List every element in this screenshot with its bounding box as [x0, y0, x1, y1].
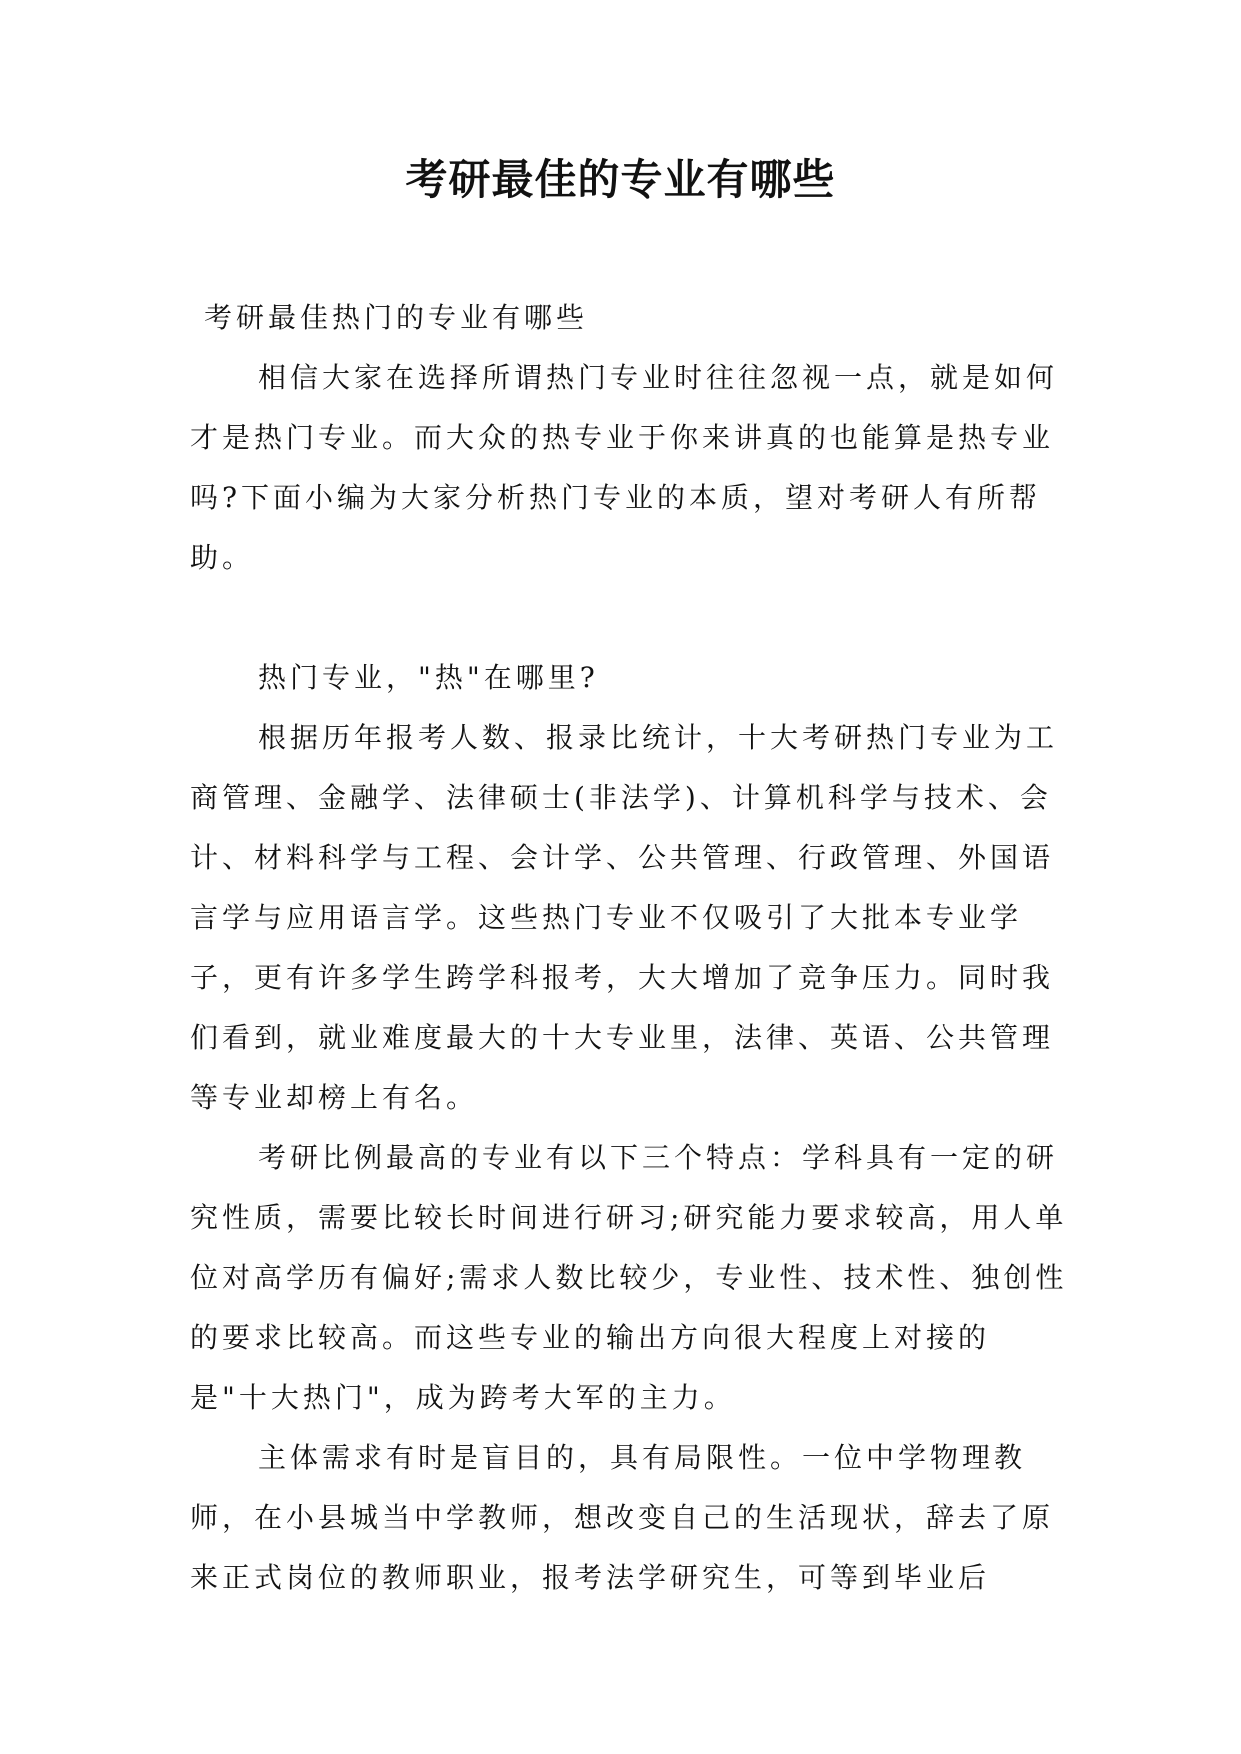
intro-paragraph: 相信大家在选择所谓热门专业时往往忽视一点，就是如何才是热门专业。而大众的热专业于你来讲真的也能算是热专业吗?下面小编为大家分析热门专业的本质，望对考研人有所帮助。: [190, 361, 1059, 574]
section-heading: 热门专业，"热"在哪里?: [258, 661, 599, 694]
example-paragraph: 主体需求有时是盲目的，具有局限性。一位中学物理教师，在小县城当中学教师，想改变自己的生活现状，辞去了原来正式岗位的教师职业，报考法学研究生，可等到毕业后: [190, 1441, 1055, 1594]
characteristics-paragraph: 考研比例最高的专业有以下三个特点：学科具有一定的研究性质，需要比较长时间进行研习;研究能力要求较高，用人单位对高学历有偏好;需求人数比较少，专业性、技术性、独创性的要求比较高。而这些专业的输出方向很大程度上对接的是"十大热门"，成为跨考大军的主力。: [190, 1141, 1068, 1414]
document-title: 考研最佳的专业有哪些: [405, 155, 836, 204]
document-subtitle: 考研最佳热门的专业有哪些: [204, 301, 589, 334]
paragraph-spacer: [190, 588, 1070, 648]
hot-majors-paragraph: 根据历年报考人数、报录比统计，十大考研热门专业为工商管理、金融学、法律硕士(非法学)、计算机科学与技术、会计、材料科学与工程、会计学、公共管理、行政管理、外国语言学与应用语言学。这些热门专业不仅吸引了大批本专业学子，更有许多学生跨学科报考，大大增加了竞争压力。同时我们看到，就业难度最大的十大专业里，法律、英语、公共管理等专业却榜上有名。: [190, 721, 1059, 1114]
document-body: [190, 288, 1070, 1608]
